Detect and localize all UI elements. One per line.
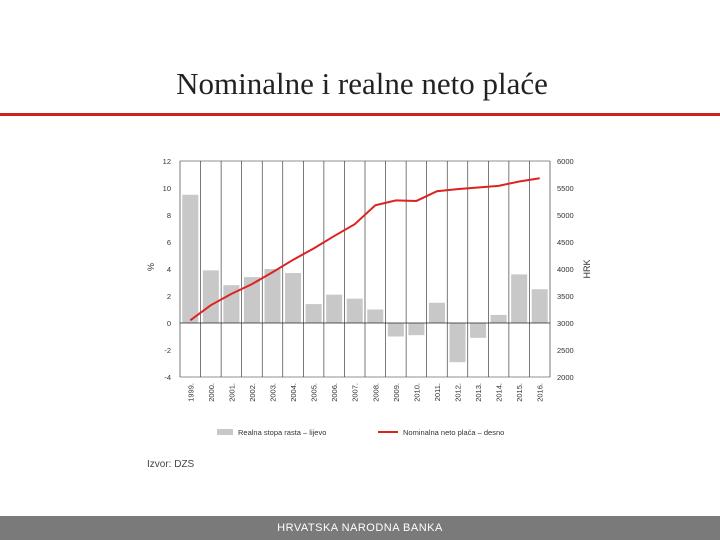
category-label: 2013. (474, 383, 484, 402)
category-label: 2006. (330, 383, 340, 402)
source-note: Izvor: DZS (147, 459, 195, 470)
category-label: 2004. (289, 383, 299, 402)
category-label: 2010. (412, 383, 422, 402)
footer-bar (0, 516, 720, 540)
bar-2009 (388, 323, 404, 337)
bar-1999 (182, 195, 198, 323)
slide-title: Nominalne i realne neto plaće (176, 66, 548, 101)
left-tick-label: 10 (162, 184, 171, 193)
category-label: 2012. (453, 383, 463, 402)
right-tick-label: 4000 (557, 265, 574, 274)
bar-2003 (264, 269, 280, 323)
right-tick-label: 2000 (557, 373, 574, 382)
category-label: 2002. (247, 383, 257, 402)
right-tick-label: 6000 (557, 157, 574, 166)
left-tick-label: 8 (166, 211, 171, 220)
right-axis-label: HRK (582, 259, 592, 279)
footer-label: HRVATSKA NARODNA BANKA (277, 522, 443, 534)
bar-2012 (449, 323, 465, 362)
category-label: 2011. (432, 383, 442, 402)
right-tick-label: 3500 (557, 292, 574, 301)
category-label: 2009. (391, 383, 401, 402)
left-tick-label: 12 (162, 157, 171, 166)
right-tick-label: 3000 (557, 319, 574, 328)
left-tick-label: -2 (164, 346, 171, 355)
category-label: 2007. (350, 383, 360, 402)
left-tick-label: -4 (164, 373, 171, 382)
bar-2006 (326, 295, 342, 323)
right-tick-label: 2500 (557, 346, 574, 355)
chart-legend (217, 428, 504, 437)
bar-2015 (511, 274, 527, 323)
right-tick-label: 5500 (557, 184, 574, 193)
left-tick-label: 4 (166, 265, 171, 274)
left-axis-label: % (146, 262, 156, 272)
category-label: 2016. (535, 383, 545, 402)
bar-2005 (306, 304, 322, 323)
left-tick-label: 2 (166, 292, 171, 301)
bar-2007 (347, 299, 363, 323)
left-tick-label: 0 (166, 319, 171, 328)
legend-label-bar: Realna stopa rasta – lijevo (238, 428, 327, 437)
category-label: 1999. (186, 383, 196, 402)
bar-2016 (532, 289, 548, 323)
left-tick-label: 6 (166, 238, 171, 247)
category-label: 2005. (309, 383, 319, 402)
legend-label-line: Nominalna neto plaća – desno (403, 428, 505, 437)
bar-2004 (285, 273, 301, 323)
chart-grid (180, 161, 550, 377)
category-label: 2000. (206, 383, 216, 402)
bar-2014 (491, 315, 507, 323)
right-tick-label: 4500 (557, 238, 574, 247)
right-tick-label: 5000 (557, 211, 574, 220)
bar-2000 (203, 270, 219, 323)
category-label: 2001. (227, 383, 237, 402)
bar-2010 (408, 323, 424, 335)
bar-2011 (429, 303, 445, 323)
bar-2013 (470, 323, 486, 338)
category-label: 2015. (515, 383, 525, 402)
bar-2008 (367, 310, 383, 324)
category-label: 2003. (268, 383, 278, 402)
legend-swatch-bar (217, 429, 233, 435)
category-label: 2014. (494, 382, 504, 402)
category-label: 2008. (371, 383, 381, 402)
